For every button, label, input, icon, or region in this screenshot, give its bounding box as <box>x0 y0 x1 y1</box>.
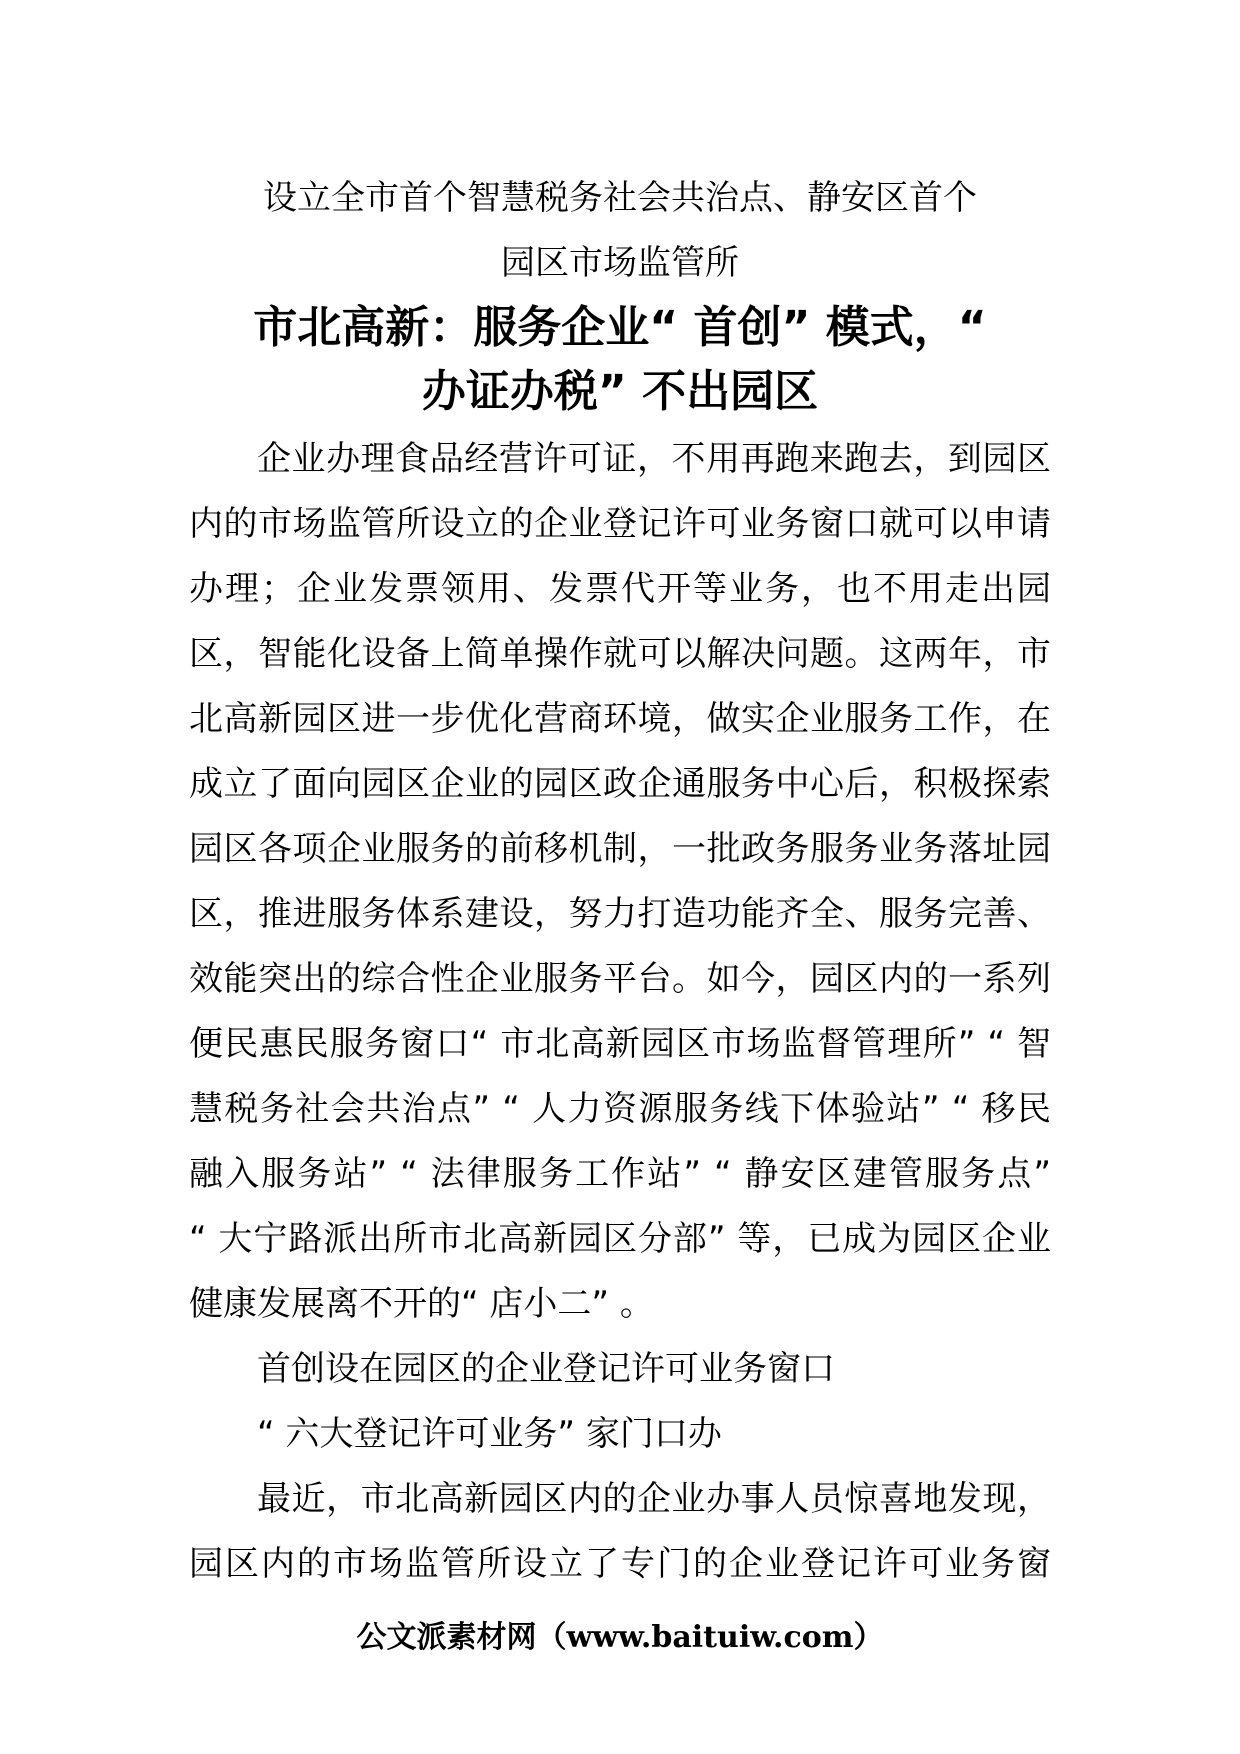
paragraph-2-line: 最近，市北高新园区内的企业办事人员惊喜地发现， <box>257 1479 1051 1519</box>
paragraph-1-line: 慧税务社会共治点” “ 人力资源服务线下体验站” “ 移民 <box>189 1089 1051 1129</box>
paragraph-1-line: 北高新园区进一步优化营商环境，做实企业服务工作，在 <box>189 699 1051 739</box>
paragraph-1-line: 区，智能化设备上简单操作就可以解决问题。这两年，市 <box>189 634 1051 674</box>
section-heading-line: “ 六大登记许可业务” 家门口办 <box>257 1414 722 1454</box>
article-body <box>189 427 1051 1597</box>
paragraph-1-line: 融入服务站” “ 法律服务工作站” “ 静安区建管服务点” <box>189 1154 1051 1194</box>
paragraph-1-line: 便民惠民服务窗口“ 市北高新园区市场监督管理所” “ 智 <box>189 1024 1051 1064</box>
section-heading-line: 首创设在园区的企业登记许可业务窗口 <box>257 1349 835 1389</box>
paragraph-1-line: 效能突出的综合性企业服务平台。如今，园区内的一系列 <box>189 959 1051 999</box>
paragraph-2-line: 园区内的市场监管所设立了专门的企业登记许可业务窗 <box>189 1544 1051 1584</box>
paragraph-1-line: 区，推进服务体系建设，努力打造功能齐全、服务完善、 <box>189 894 1051 934</box>
paragraph-1-line: 成立了面向园区企业的园区政企通服务中心后，积极探索 <box>189 764 1051 804</box>
paragraph-1-line: 内的市场监管所设立的企业登记许可业务窗口就可以申请 <box>189 504 1051 544</box>
paragraph-1-line: 办理；企业发票领用、发票代开等业务，也不用走出园 <box>189 569 1051 609</box>
headline-line-2: 办证办税” 不出园区 <box>421 366 819 417</box>
headline-line-1: 市北高新：服务企业“ 首创” 模式，“ <box>253 302 987 353</box>
paragraph-1-line: “ 大宁路派出所市北高新园区分部” 等，已成为园区企业 <box>189 1219 1051 1259</box>
paragraph-1-line: 健康发展离不开的“ 店小二” 。 <box>189 1284 654 1324</box>
footer-watermark: 公文派素材网（www.baituiw.com） <box>356 1620 884 1655</box>
subtitle-line-2: 园区市场监管所 <box>501 243 739 283</box>
subtitle-line-1: 设立全市首个智慧税务社会共治点、静安区首个 <box>263 178 977 218</box>
paragraph-1-line: 园区各项企业服务的前移机制，一批政务服务业务落址园 <box>189 829 1051 869</box>
paragraph-1-line: 企业办理食品经营许可证，不用再跑来跑去，到园区 <box>257 439 1051 479</box>
